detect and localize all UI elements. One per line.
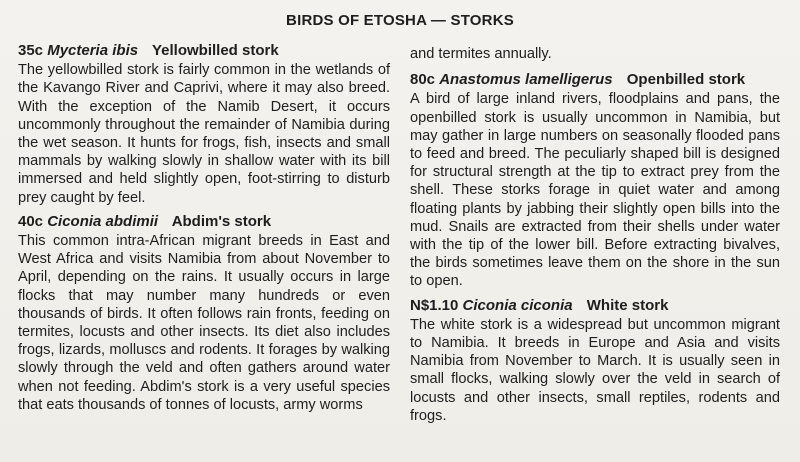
page-title: BIRDS OF ETOSHA — STORKS	[286, 12, 514, 29]
right-column	[410, 42, 780, 431]
entry-text-continuation: and termites annually.	[410, 46, 552, 62]
entry-text: A bird of large inland rivers, floodplains and pans, the openbilled stork is usually uncommon in Namibia, but may gather in large numbers on seasonally flooded pans to feed and breed. The peculiarly shaped bill is designed for structural strength at the tip to extract prey from the shell. These storks forage in quiet water and among floating plants by jabbing their slightly open bills into the mud. Snails are extracted from their shells under water with the tip of the lower bill. Before extracting bivalves, the birds sometimes leave them on the shore in the sun to open.	[410, 91, 780, 290]
latin-name: Anastomus lamelligerus	[439, 71, 613, 89]
left-column	[18, 42, 390, 420]
entry-text: The yellowbilled stork is fairly common in the wetlands of the Kavango River and Caprivi, where it may also breed. With the exception of the Namib Desert, it occurs uncommonly throughout the remainder of Namibia during the wet season. It hunts for frogs, fish, insects and small mammals by walking slowly in shallow water with its bill immersed and held slightly open, foot-stirring to disturb prey caught by feel.	[18, 62, 390, 206]
entry-text: The white stork is a widespread but uncommon migrant to Namibia. It breeds in Europe and Asia and visits Namibia from November to March. It is usually seen in small flocks, walking slowly over the veld in search of locusts and other insects, small reptiles, rodents and frogs.	[410, 316, 780, 424]
entry-text: This common intra-African migrant breeds in East and West Africa and visits Namibia from about November to April, depending on the rains. It usually occurs in large flocks that may number many hundreds or even thousands of birds. It often follows rain fronts, feeding on termites, locusts and other insects. Its diet also includes frogs, lizards, molluscs and rodents. It forages by walking slowly through the veld and often gathers around water when not feeding. Abdim's stork is a very useful species that eats thousands of tonnes of locusts, army worms	[18, 233, 390, 413]
latin-name: Ciconia ciconia	[462, 296, 573, 314]
stamp-price: 35c	[18, 42, 44, 59]
common-name: Openbilled stork	[626, 71, 746, 89]
entry-heading	[18, 213, 390, 231]
stamp-price: 80c	[410, 71, 436, 89]
entry-heading	[18, 42, 390, 60]
entry-heading	[410, 71, 780, 89]
entry-yellowbilled-stork	[18, 42, 390, 207]
latin-name: Mycteria ibis	[47, 42, 139, 59]
stamp-price: 40c	[18, 212, 44, 230]
stamp-price: N$1.10	[410, 296, 459, 314]
entry-heading	[410, 297, 780, 315]
entry-openbilled-stork	[410, 71, 780, 290]
latin-name: Ciconia abdimii	[47, 212, 159, 230]
common-name: White stork	[586, 296, 669, 314]
entry-white-stork	[410, 297, 780, 425]
entry-abdims-stork	[18, 213, 390, 414]
common-name: Abdim's stork	[171, 212, 272, 230]
common-name: Yellowbilled stork	[151, 42, 279, 59]
